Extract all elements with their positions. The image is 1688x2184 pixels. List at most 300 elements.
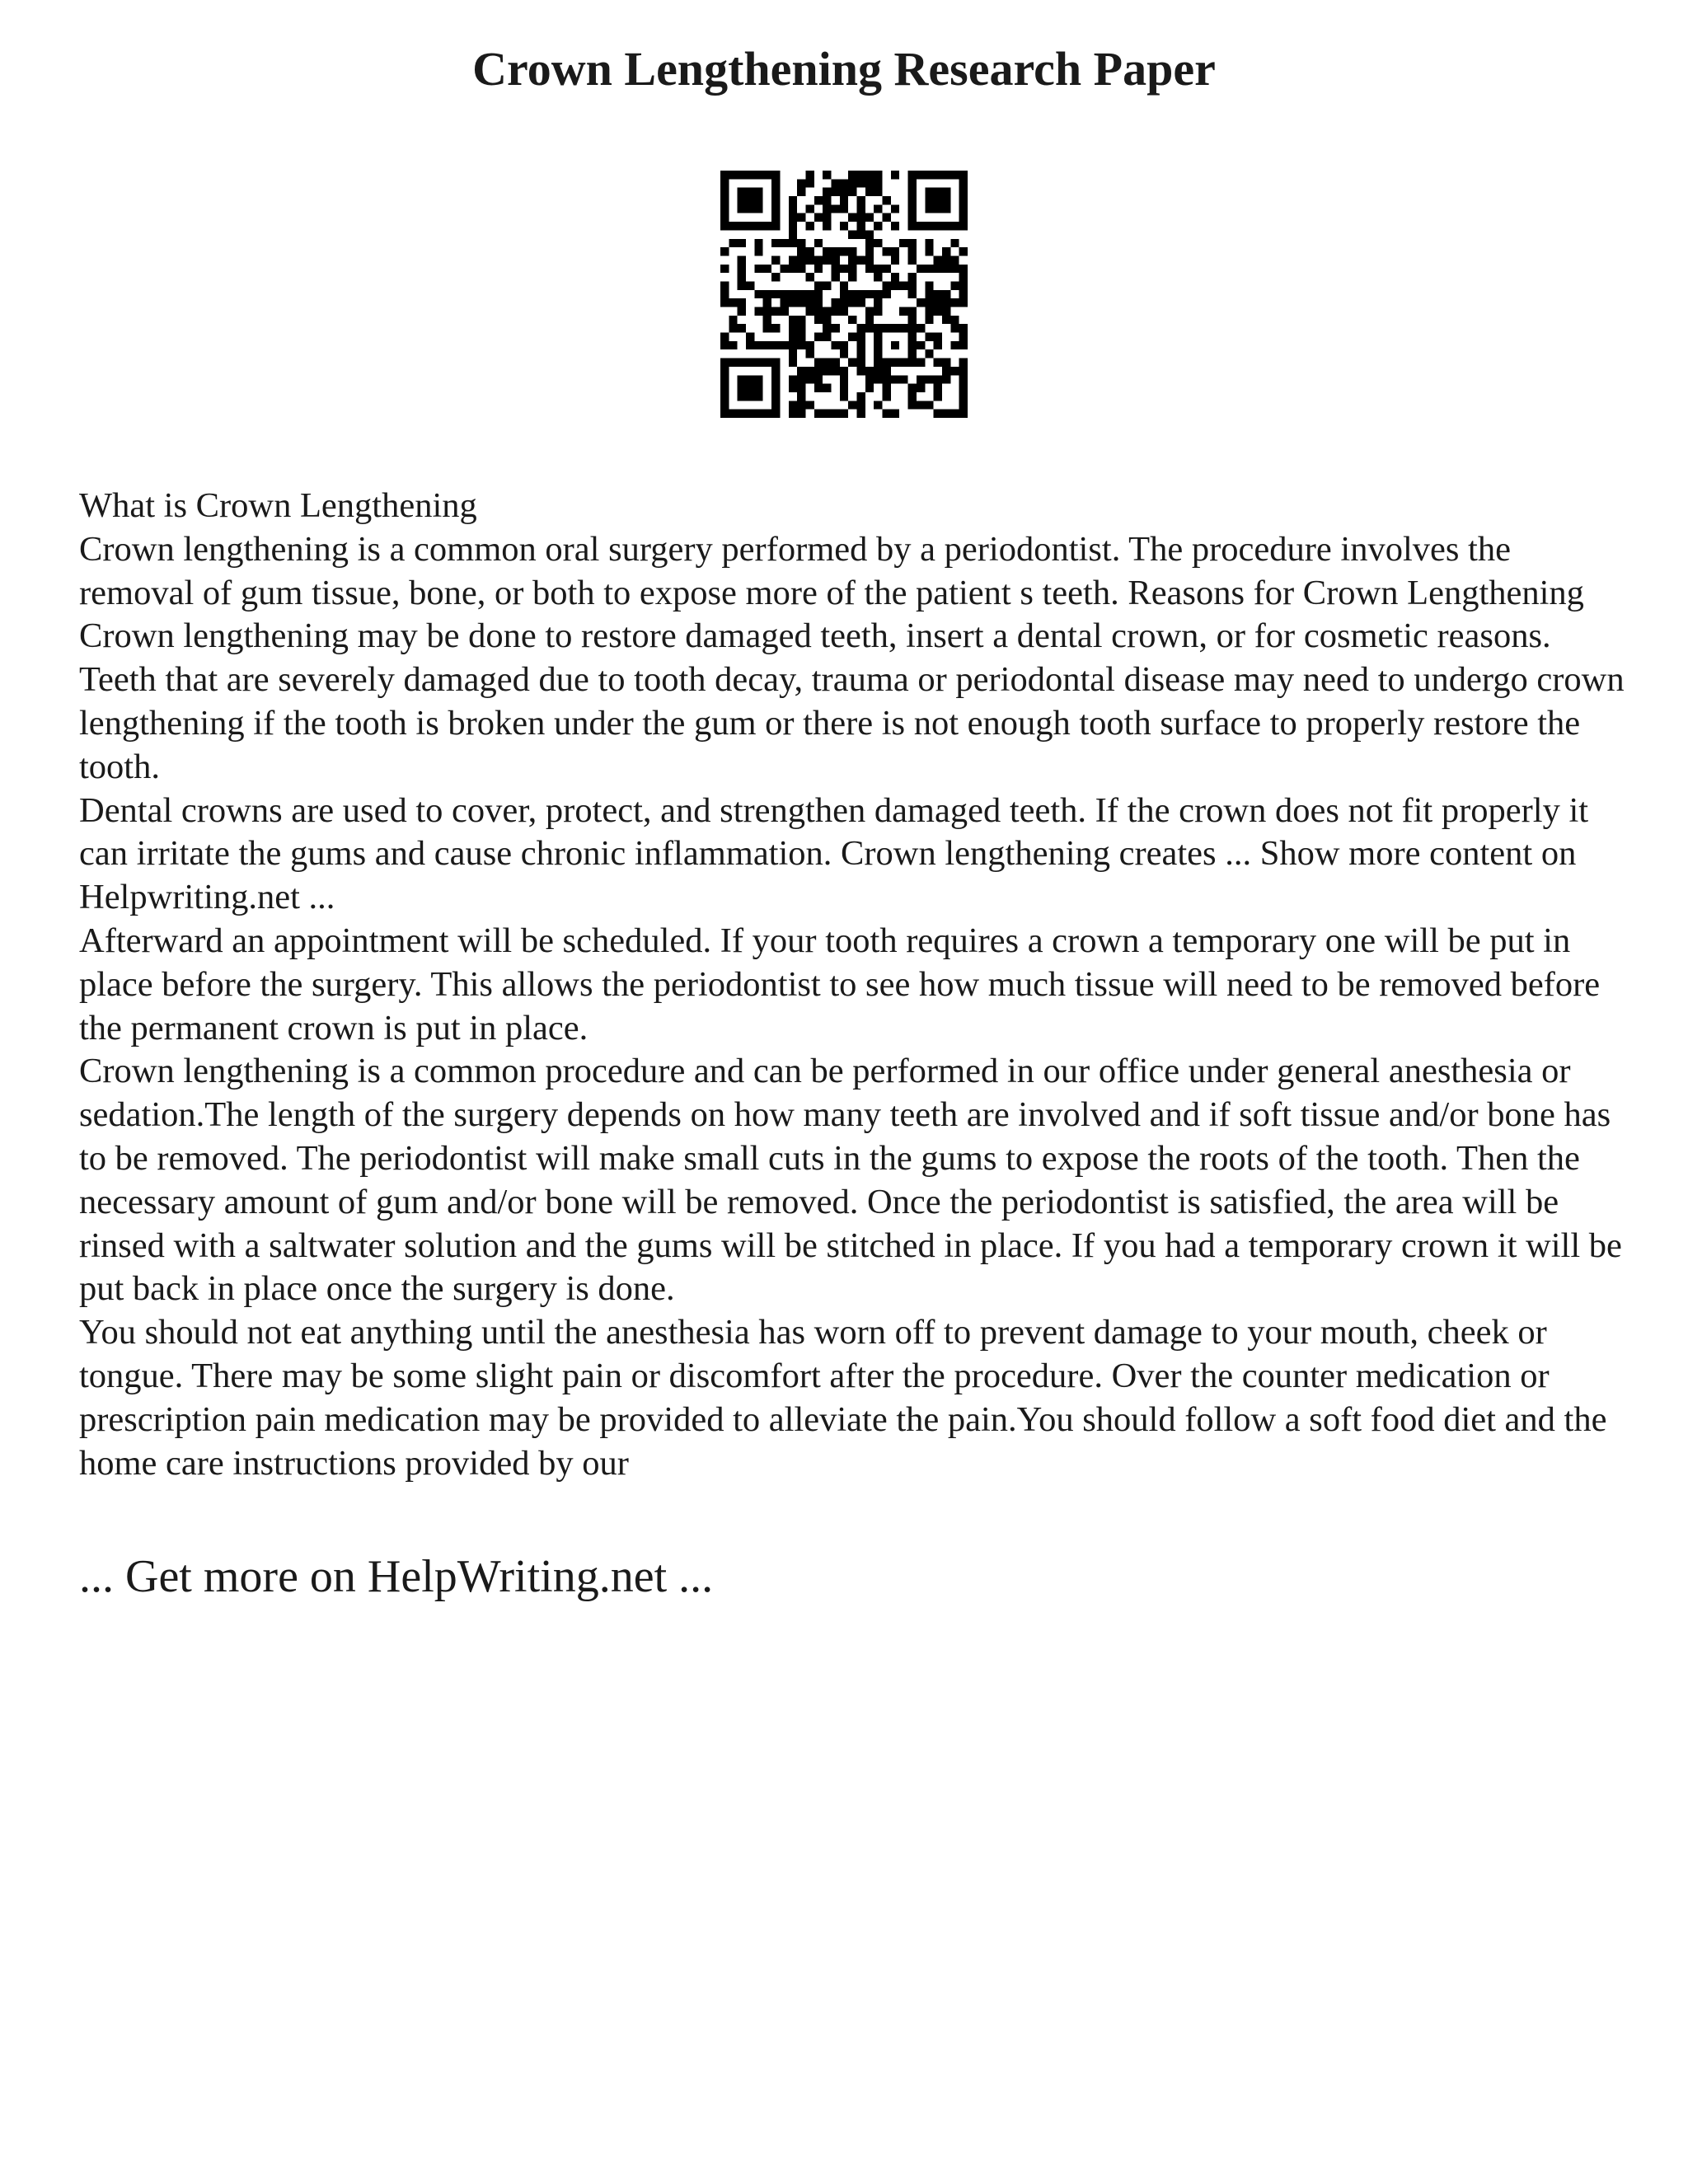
qr-module (814, 384, 823, 392)
qr-module (797, 401, 805, 409)
qr-module (754, 204, 762, 213)
qr-module (720, 367, 729, 375)
qr-module (857, 401, 865, 409)
qr-module (720, 213, 729, 222)
qr-code-icon (720, 171, 968, 418)
qr-module (883, 367, 891, 375)
qr-module (942, 359, 950, 367)
qr-module (865, 375, 874, 383)
qr-module (789, 324, 797, 332)
qr-module (934, 375, 942, 383)
qr-module (754, 171, 762, 179)
qr-module (720, 375, 729, 383)
qr-module (789, 222, 797, 230)
qr-module (934, 255, 942, 264)
qr-module (746, 359, 754, 367)
qr-module (942, 307, 950, 316)
qr-module (891, 324, 899, 332)
qr-module (942, 171, 950, 179)
qr-module (874, 324, 882, 332)
qr-module (771, 367, 780, 375)
qr-module (959, 324, 968, 332)
qr-module (857, 171, 865, 179)
qr-module (959, 384, 968, 392)
qr-module (917, 375, 925, 383)
qr-module (950, 367, 959, 375)
article-body (79, 485, 1629, 1485)
qr-module (848, 316, 856, 324)
qr-module (840, 307, 848, 316)
qr-module (865, 247, 874, 255)
qr-module (823, 333, 831, 341)
qr-module (925, 316, 933, 324)
qr-module (874, 349, 882, 358)
qr-module (840, 392, 848, 401)
qr-module (814, 290, 823, 298)
qr-module (908, 333, 917, 341)
qr-module (805, 341, 814, 349)
qr-module (883, 375, 891, 383)
qr-module (754, 265, 762, 273)
qr-module (874, 204, 882, 213)
qr-module (754, 196, 762, 204)
qr-module (925, 333, 933, 341)
qr-module (891, 204, 899, 213)
qr-module (823, 281, 831, 289)
qr-module (874, 401, 882, 409)
qr-module (797, 384, 805, 392)
qr-module (899, 239, 907, 247)
qr-module (729, 316, 737, 324)
qr-module (797, 298, 805, 307)
qr-module (831, 367, 839, 375)
qr-module (720, 401, 729, 409)
qr-module (789, 410, 797, 418)
qr-module (959, 247, 968, 255)
qr-module (840, 298, 848, 307)
qr-module (908, 324, 917, 332)
qr-module (950, 410, 959, 418)
qr-module (831, 204, 839, 213)
qr-module (848, 213, 856, 222)
qr-module (874, 307, 882, 316)
qr-module (883, 247, 891, 255)
qr-module (857, 179, 865, 187)
qr-module (720, 333, 729, 341)
qr-module (950, 281, 959, 289)
qr-module (917, 171, 925, 179)
qr-module (823, 255, 831, 264)
qr-module (789, 290, 797, 298)
qr-module (831, 265, 839, 273)
qr-module (959, 265, 968, 273)
qr-module (814, 375, 823, 383)
qr-module (805, 375, 814, 383)
qr-module (763, 410, 771, 418)
qr-module (840, 247, 848, 255)
qr-module (729, 239, 737, 247)
qr-module (891, 281, 899, 289)
qr-module (720, 392, 729, 401)
qr-module (942, 410, 950, 418)
qr-module (754, 239, 762, 247)
qr-module (934, 196, 942, 204)
qr-module (908, 213, 917, 222)
qr-module (848, 179, 856, 187)
qr-module (925, 307, 933, 316)
qr-module (934, 410, 942, 418)
qr-module (848, 333, 856, 341)
qr-module (720, 341, 729, 349)
qr-module (746, 281, 754, 289)
qr-module (789, 196, 797, 204)
qr-module (925, 247, 933, 255)
qr-module (848, 265, 856, 273)
qr-module (865, 171, 874, 179)
qr-module (746, 375, 754, 383)
qr-module (857, 341, 865, 349)
qr-module (823, 171, 831, 179)
qr-module (891, 255, 899, 264)
qr-module (848, 401, 856, 409)
qr-module (797, 341, 805, 349)
qr-module (959, 359, 968, 367)
qr-module (908, 171, 917, 179)
qr-code[interactable] (720, 171, 968, 418)
qr-module (789, 204, 797, 213)
qr-module (925, 188, 933, 196)
qr-module (805, 298, 814, 307)
qr-module (950, 341, 959, 349)
qr-module (729, 359, 737, 367)
qr-module (797, 239, 805, 247)
qr-module (899, 359, 907, 367)
qr-module (763, 307, 771, 316)
qr-module (899, 281, 907, 289)
qr-module (780, 298, 788, 307)
qr-module (729, 324, 737, 332)
qr-module (754, 307, 762, 316)
qr-module (720, 265, 729, 273)
qr-module (959, 367, 968, 375)
qr-module (908, 281, 917, 289)
qr-module (738, 239, 746, 247)
qr-module (720, 281, 729, 289)
qr-module (942, 290, 950, 298)
qr-module (891, 341, 899, 349)
qr-module (959, 179, 968, 187)
qr-module (908, 273, 917, 281)
qr-module (865, 239, 874, 247)
qr-module (814, 359, 823, 367)
qr-module (789, 375, 797, 383)
qr-module (789, 298, 797, 307)
qr-module (883, 213, 891, 222)
qr-module (908, 188, 917, 196)
qr-module (857, 298, 865, 307)
qr-module (942, 196, 950, 204)
qr-module (925, 401, 933, 409)
qr-module (950, 239, 959, 247)
qr-module (746, 171, 754, 179)
qr-module (925, 375, 933, 383)
qr-module (823, 316, 831, 324)
qr-module (797, 188, 805, 196)
qr-module (754, 392, 762, 401)
qr-module (865, 255, 874, 264)
qr-module (848, 290, 856, 298)
qr-module (738, 171, 746, 179)
qr-module (934, 265, 942, 273)
qr-module (780, 239, 788, 247)
qr-module (883, 324, 891, 332)
qr-module (805, 367, 814, 375)
qr-module (771, 179, 780, 187)
qr-module (865, 367, 874, 375)
qr-module (908, 179, 917, 187)
qr-module (865, 324, 874, 332)
qr-module (789, 230, 797, 238)
qr-module (891, 359, 899, 367)
get-more-link[interactable]: ... Get more on HelpWriting.net ... (79, 1551, 714, 1602)
qr-module (908, 247, 917, 255)
qr-module (805, 273, 814, 281)
qr-module (934, 384, 942, 392)
qr-module (789, 239, 797, 247)
qr-module (797, 290, 805, 298)
qr-module (831, 179, 839, 187)
paragraph: Crown lengthening may be done to restore damaged teeth, insert a dental crown, or for cosmetic reasons. Teeth that are severely damaged due to tooth decay, trauma or periodontal disease may need to undergo crown lengthening if the tooth is broken under the gum or there is not enough tooth surface to properly restore the tooth. (79, 616, 1625, 786)
qr-module (857, 410, 865, 418)
qr-module (874, 171, 882, 179)
qr-module (789, 384, 797, 392)
qr-module (771, 324, 780, 332)
qr-module (857, 349, 865, 358)
qr-module (789, 316, 797, 324)
paragraph: Crown lengthening is a common procedure and can be performed in our office under general anesthesia or sedation.The length of the surgery depends on how many teeth are involved and if soft tissue and/or bone has to be removed. The periodontist will make small cuts in the gums to expose the roots of the tooth. Then the necessary amount of gum and/or bone will be removed. Once the periodontist is satisfied, the area will be rinsed with a saltwater solution and the gums will be stitched in place. If you had a temporary crown it will be put back in place once the surgery is done. (79, 1052, 1622, 1309)
qr-module (763, 222, 771, 230)
qr-module (805, 290, 814, 298)
qr-module (942, 204, 950, 213)
qr-module (738, 273, 746, 281)
qr-module (934, 333, 942, 341)
qr-module (771, 196, 780, 204)
qr-module (771, 222, 780, 230)
qr-module (831, 359, 839, 367)
qr-module (754, 188, 762, 196)
qr-module (746, 204, 754, 213)
qr-module (754, 384, 762, 392)
qr-module (771, 392, 780, 401)
qr-module (934, 204, 942, 213)
qr-module (874, 375, 882, 383)
qr-module (805, 349, 814, 358)
qr-module (848, 230, 856, 238)
paragraph: Crown lengthening is a common oral surgery performed by a periodontist. The procedure involves the removal of gum tissue, bone, or both to expose more of the patient s teeth. Reasons for Crown Lengthening (79, 529, 1584, 612)
qr-module (823, 307, 831, 316)
qr-module (857, 367, 865, 375)
qr-module (763, 290, 771, 298)
qr-module (738, 392, 746, 401)
qr-module (738, 222, 746, 230)
qr-module (797, 179, 805, 187)
qr-module (797, 333, 805, 341)
qr-module (917, 359, 925, 367)
qr-module (883, 410, 891, 418)
qr-module (908, 359, 917, 367)
qr-module (771, 384, 780, 392)
qr-module (908, 401, 917, 409)
qr-module (874, 239, 882, 247)
qr-module (789, 255, 797, 264)
qr-module (917, 401, 925, 409)
qr-module (899, 307, 907, 316)
qr-module (942, 316, 950, 324)
qr-module (840, 349, 848, 358)
qr-module (805, 255, 814, 264)
qr-module (805, 204, 814, 213)
qr-module (771, 273, 780, 281)
qr-module (917, 265, 925, 273)
qr-module (891, 410, 899, 418)
qr-module (840, 281, 848, 289)
qr-module (950, 222, 959, 230)
qr-module (720, 179, 729, 187)
qr-module (950, 171, 959, 179)
paragraph: Afterward an appointment will be scheduled. If your tooth requires a crown a temporary one will be put in place before the surgery. This allows the periodontist to see how much tissue will need to be removed before the permanent crown is put in place. (79, 921, 1601, 1047)
qr-module (934, 188, 942, 196)
qr-module (763, 324, 771, 332)
qr-module (805, 171, 814, 179)
qr-module (771, 188, 780, 196)
qr-module (891, 247, 899, 255)
qr-module (942, 265, 950, 273)
qr-module (934, 341, 942, 349)
qr-module (738, 375, 746, 383)
qr-module (959, 171, 968, 179)
qr-module (814, 239, 823, 247)
qr-module (874, 298, 882, 307)
qr-module (729, 341, 737, 349)
qr-module (814, 316, 823, 324)
qr-module (848, 273, 856, 281)
qr-module (738, 307, 746, 316)
qr-module (874, 341, 882, 349)
qr-module (840, 410, 848, 418)
qr-module (857, 324, 865, 332)
qr-module (823, 204, 831, 213)
qr-module (831, 307, 839, 316)
qr-module (917, 298, 925, 307)
qr-module (823, 410, 831, 418)
qr-module (865, 384, 874, 392)
qr-module (738, 188, 746, 196)
qr-module (831, 255, 839, 264)
qr-module (857, 213, 865, 222)
qr-module (874, 359, 882, 367)
qr-module (925, 349, 933, 358)
qr-module (746, 392, 754, 401)
qr-module (771, 375, 780, 383)
paragraph: You should not eat anything until the anesthesia has worn off to prevent damage to your mouth, cheek or tongue. There may be some slight pain or discomfort after the procedure. Over the counter medication or prescription pain medication may be provided to alleviate the pain.You should follow a soft food diet and the home care instructions provided by our (79, 1313, 1607, 1483)
qr-module (857, 290, 865, 298)
qr-module (771, 213, 780, 222)
qr-module (814, 281, 823, 289)
qr-module (720, 247, 729, 255)
qr-module (789, 333, 797, 341)
qr-module (754, 222, 762, 230)
qr-module (729, 410, 737, 418)
qr-module (883, 196, 891, 204)
qr-module (925, 222, 933, 230)
qr-module (883, 384, 891, 392)
qr-module (959, 213, 968, 222)
qr-module (908, 341, 917, 349)
qr-module (720, 188, 729, 196)
qr-module (874, 273, 882, 281)
qr-module (746, 188, 754, 196)
qr-module (746, 410, 754, 418)
qr-module (874, 333, 882, 341)
qr-module (720, 204, 729, 213)
qr-module (908, 307, 917, 316)
qr-module (925, 171, 933, 179)
qr-module (771, 204, 780, 213)
qr-module (738, 204, 746, 213)
qr-module (848, 171, 856, 179)
qr-module (763, 171, 771, 179)
qr-module (738, 281, 746, 289)
qr-module (797, 324, 805, 332)
qr-module (908, 384, 917, 392)
qr-module (959, 290, 968, 298)
qr-module (720, 171, 729, 179)
qr-module (797, 316, 805, 324)
qr-module (797, 410, 805, 418)
qr-module (738, 410, 746, 418)
qr-module (950, 255, 959, 264)
qr-module (720, 298, 729, 307)
qr-module (823, 384, 831, 392)
qr-module (917, 341, 925, 349)
qr-module (857, 333, 865, 341)
qr-module (814, 196, 823, 204)
qr-module (874, 179, 882, 187)
qr-module (857, 196, 865, 204)
qr-module (874, 367, 882, 375)
qr-module (950, 324, 959, 332)
qr-module (729, 222, 737, 230)
qr-module (805, 222, 814, 230)
qr-module (848, 298, 856, 307)
qr-module (754, 410, 762, 418)
qr-module (848, 247, 856, 255)
qr-module (831, 410, 839, 418)
qr-module (908, 316, 917, 324)
qr-module (934, 307, 942, 316)
qr-module (738, 384, 746, 392)
qr-module (720, 222, 729, 230)
qr-module (883, 265, 891, 273)
qr-module (771, 171, 780, 179)
qr-module (763, 359, 771, 367)
qr-module (959, 298, 968, 307)
qr-module (942, 255, 950, 264)
qr-module (746, 384, 754, 392)
qr-module (771, 401, 780, 409)
qr-module (831, 247, 839, 255)
qr-module (754, 359, 762, 367)
